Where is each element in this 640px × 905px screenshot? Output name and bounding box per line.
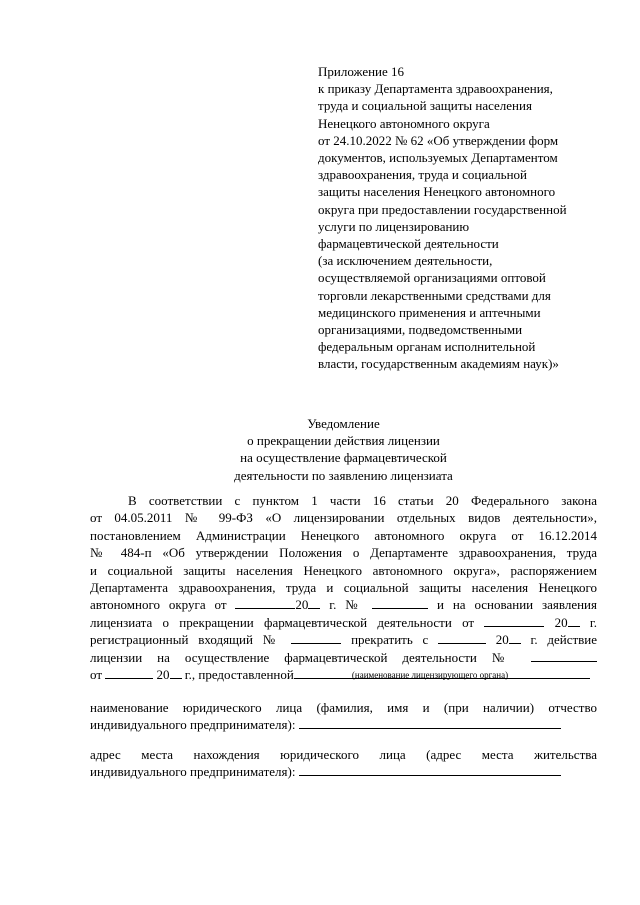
address-field xyxy=(90,746,597,781)
body-line: и социальной защиты населения Ненецкого автономного округа», распоряжением xyxy=(90,562,597,578)
notice-body xyxy=(90,492,597,683)
body-line xyxy=(90,649,597,666)
body-line: постановлением Администрации Ненецкого автономного округа от 16.12.2014 xyxy=(90,527,597,543)
body-text: г. № xyxy=(329,597,364,613)
appendix-line: защиты населения Ненецкого автономного xyxy=(318,184,556,200)
year-prefix: 20 xyxy=(554,614,568,630)
body-text: от xyxy=(90,666,103,682)
appendix-line: к приказу Департамента здравоохранения, xyxy=(318,81,553,97)
date-blank[interactable] xyxy=(484,615,544,627)
body-text: регистрационный входящий № xyxy=(90,632,282,648)
year-prefix: 20 xyxy=(156,666,170,682)
body-text: г. действие xyxy=(530,632,598,648)
body-text: г., предоставленной xyxy=(184,666,294,682)
date-blank[interactable] xyxy=(235,597,295,609)
body-line xyxy=(90,614,597,631)
field-label: наименование юридического лица (фамилия, имя и (при наличии) отчество xyxy=(90,700,597,715)
field-line xyxy=(90,716,597,733)
appendix-line: от 24.10.2022 № 62 «Об утверждении форм xyxy=(318,132,559,148)
year-blank[interactable] xyxy=(170,667,182,679)
legal-entity-name-blank[interactable] xyxy=(299,717,561,729)
date-blank[interactable] xyxy=(438,632,486,644)
field-label: адрес места нахождения юридического лица (адрес места жительства xyxy=(90,747,597,762)
body-text: прекратить с xyxy=(351,632,429,648)
legal-entity-name-field xyxy=(90,699,597,734)
body-line xyxy=(90,596,597,613)
body-line: Департамента здравоохранения, труда и социальной защиты населения Ненецкого xyxy=(90,579,597,595)
appendix-line: здравоохранения, труда и социальной xyxy=(318,167,527,183)
document-title xyxy=(90,415,597,484)
year-blank[interactable] xyxy=(568,615,580,627)
number-blank[interactable] xyxy=(372,597,428,609)
year-prefix: 20 xyxy=(295,597,309,613)
title-line: деятельности по заявлению лицензиата xyxy=(234,467,453,483)
appendix-line: труда и социальной защиты населения xyxy=(318,98,532,114)
appendix-line: осуществляемой организациями оптовой xyxy=(318,270,546,286)
appendix-line: фармацевтической деятельности xyxy=(318,236,499,252)
body-text: автономного округа от xyxy=(90,597,227,613)
license-number-blank[interactable] xyxy=(531,650,597,662)
body-line: от 04.05.2011 № 99-ФЗ «О лицензировании отдельных видов деятельности», xyxy=(90,510,597,526)
appendix-header xyxy=(318,63,608,373)
address-blank[interactable] xyxy=(299,764,561,776)
body-line: № 484-п «Об утверждении Положения о Департаменте здравоохранения, труда xyxy=(90,545,597,561)
appendix-line: (за исключением деятельности, xyxy=(318,253,493,269)
appendix-line: торговли лекарственными средствами для xyxy=(318,287,551,303)
body-line xyxy=(90,631,597,648)
date-blank[interactable] xyxy=(105,667,153,679)
appendix-line: власти, государственным академиям наук)» xyxy=(318,356,559,372)
appendix-line: медицинского применения и аптечными xyxy=(318,304,541,320)
appendix-line: Ненецкого автономного округа xyxy=(318,115,490,131)
year-prefix: 20 xyxy=(495,632,509,648)
title-line: на осуществление фармацевтической xyxy=(240,450,447,466)
field-label: индивидуального предпринимателя): xyxy=(90,717,296,733)
appendix-line: Приложение 16 xyxy=(318,64,405,79)
title-line: Уведомление xyxy=(307,416,380,431)
licensing-authority-caption: (наименование лицензирующего органа) xyxy=(351,670,509,680)
body-line: В соответствии с пунктом 1 части 16 статьи 20 Федерального закона xyxy=(128,493,597,508)
field-line xyxy=(90,763,597,780)
number-blank[interactable] xyxy=(291,632,341,644)
year-blank[interactable] xyxy=(308,597,320,609)
appendix-line: федеральным органам исполнительной xyxy=(318,339,536,355)
appendix-line: организациями, подведомственными xyxy=(318,322,523,338)
body-text: и на основании заявления xyxy=(437,597,597,613)
appendix-line: округа при предоставлении государственной xyxy=(318,201,567,217)
title-line: о прекращении действия лицензии xyxy=(247,433,440,449)
appendix-line: услуги по лицензированию xyxy=(318,218,470,234)
body-text: лицензии на осуществление фармацевтической деятельности № xyxy=(90,649,516,665)
body-text: лицензиата о прекращении фармацевтической деятельности от xyxy=(90,614,475,630)
year-blank[interactable] xyxy=(509,632,521,644)
field-label: индивидуального предпринимателя): xyxy=(90,764,296,780)
appendix-line: документов, используемых Департаментом xyxy=(318,150,558,166)
body-text: г. xyxy=(589,614,597,630)
